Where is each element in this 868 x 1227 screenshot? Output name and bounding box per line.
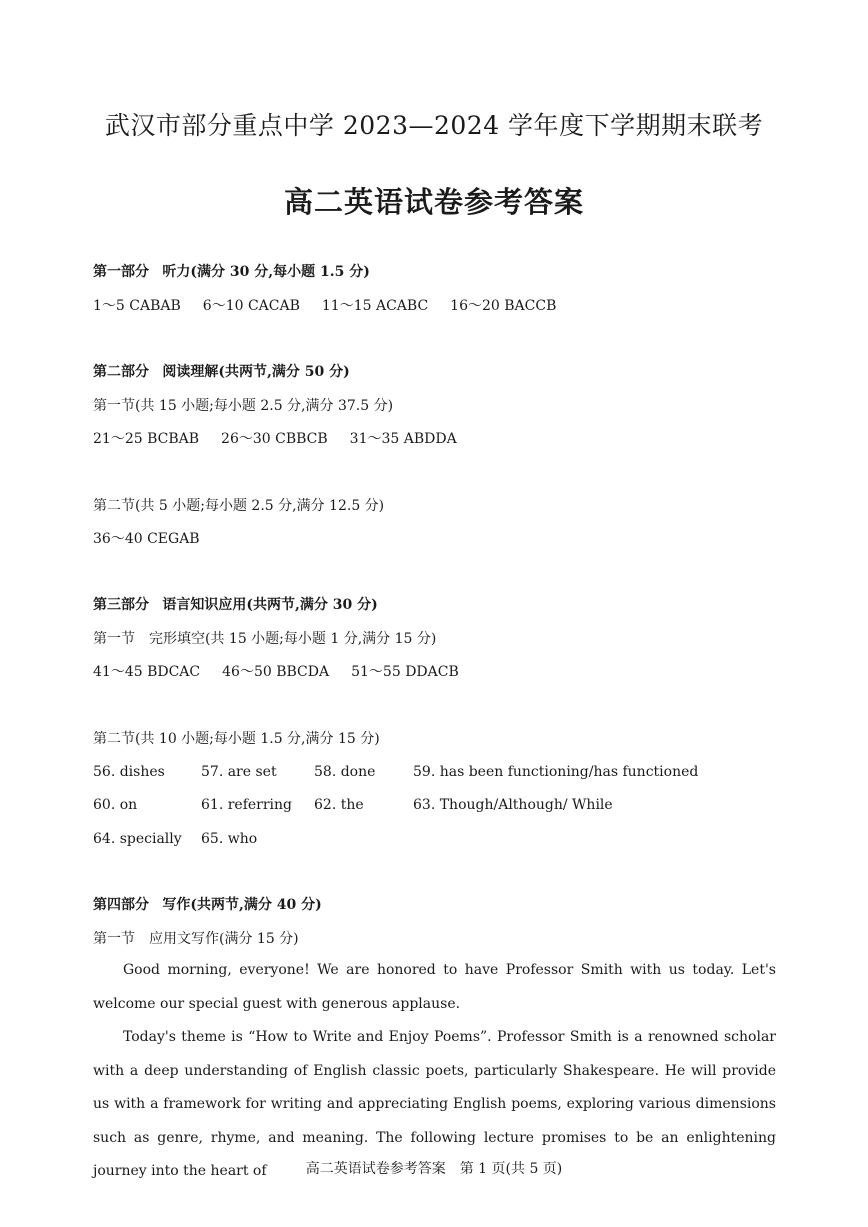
answer-group: 31～35 ABDDA — [349, 431, 457, 447]
part2-heading: 第二部分 — [93, 364, 149, 380]
part3-section1: 第一节 完形填空(共 15 小题;每小题 1 分,满分 15 分) — [93, 631, 437, 647]
answer-group: 11～15 ACABC — [321, 298, 429, 314]
answer-group: 1～5 CABAB — [93, 298, 181, 314]
part1-desc: 听力(满分 30 分,每小题 1.5 分) — [162, 264, 370, 280]
answer-item: 56. dishes — [93, 764, 165, 780]
answer-item: 57. are set — [201, 764, 277, 780]
part3-desc: 语言知识应用(共两节,满分 30 分) — [162, 597, 378, 613]
part1-heading: 第一部分 — [93, 264, 149, 280]
essay-paragraph — [93, 954, 776, 1021]
part2-desc: 阅读理解(共两节,满分 50 分) — [162, 364, 350, 380]
page-footer: 高二英语试卷参考答案 第 1 页(共 5 页) — [305, 1161, 563, 1177]
answer-item: 62. the — [314, 797, 364, 813]
part2-heading-line — [93, 362, 350, 382]
answer-group: 16～20 BACCB — [450, 298, 557, 314]
part4-heading: 第四部分 — [93, 897, 149, 913]
exam-title: 武汉市部分重点中学 2023—2024 学年度下学期期末联考 — [104, 111, 764, 140]
part2-section2-answers — [93, 529, 222, 549]
answer-group: 6～10 CACAB — [202, 298, 300, 314]
document-subtitle: 高二英语试卷参考答案 — [283, 185, 584, 219]
part1-answers — [93, 296, 578, 316]
answer-item: 59. has been functioning/has functioned — [413, 764, 699, 780]
part4-desc: 写作(共两节,满分 40 分) — [162, 897, 322, 913]
answer-item: 65. who — [201, 831, 258, 847]
answer-item: 64. specially — [93, 831, 182, 847]
part4-heading-line — [93, 895, 322, 915]
answer-group: 21～25 BCBAB — [93, 431, 200, 447]
answer-item: 58. done — [314, 764, 376, 780]
essay-paragraph-text: Today's theme is “How to Write and Enjoy Poems”. Professor Smith is a renowned scholar with a deep understanding of English classic poets, particularly Shakespeare. He will provide us with a framework for writing and appreciating English poems, exploring various dimensions such as genre, rhyme, and meaning. The following lecture promises to be an enlightening journey into the heart of — [93, 1029, 776, 1179]
part2-section1: 第一节(共 15 小题;每小题 2.5 分,满分 37.5 分) — [93, 398, 394, 414]
part3-heading: 第三部分 — [93, 597, 149, 613]
answer-group: 26～30 CBBCB — [221, 431, 328, 447]
answer-group: 41～45 BDCAC — [93, 664, 201, 680]
part3-section1-answers — [93, 662, 481, 682]
part1-heading-line — [93, 262, 370, 282]
part3-section2: 第二节(共 10 小题;每小题 1.5 分,满分 15 分) — [93, 731, 380, 747]
answer-group: 51～55 DDACB — [351, 664, 459, 680]
answer-group: 36～40 CEGAB — [93, 531, 200, 547]
part3-heading-line — [93, 595, 378, 615]
answer-item: 61. referring — [201, 797, 292, 813]
part2-section1-answers — [93, 429, 479, 449]
answer-item: 60. on — [93, 797, 138, 813]
answer-item: 63. Though/Although/ While — [413, 797, 613, 813]
answer-group: 46～50 BBCDA — [222, 664, 330, 680]
essay-paragraph-text: Good morning, everyone! We are honored to have Professor Smith with us today. Let's welcome our special guest with generous applause. — [93, 962, 776, 1012]
part2-section2: 第二节(共 5 小题;每小题 2.5 分,满分 12.5 分) — [93, 498, 385, 514]
part4-section1: 第一节 应用文写作(满分 15 分) — [93, 931, 299, 947]
